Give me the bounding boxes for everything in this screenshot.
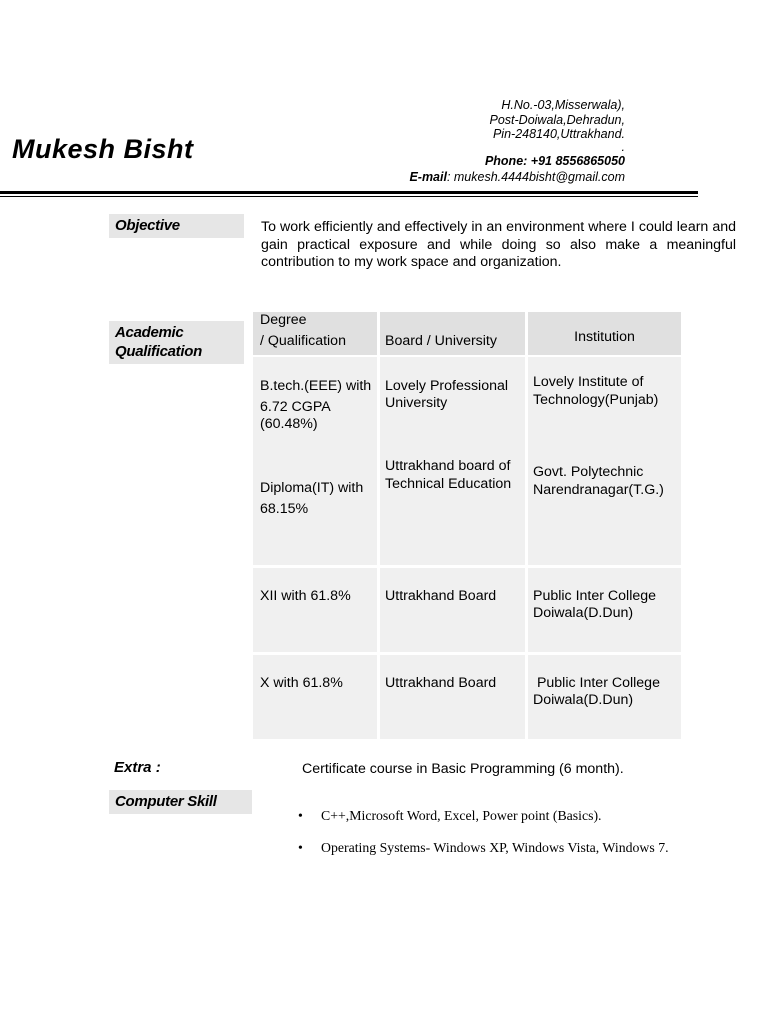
table-cell-institution [528,568,681,652]
table-cell-institution [528,357,681,565]
email-label: E-mail [409,169,447,184]
cell-text: XII with 61.8% [260,588,351,604]
cell-text: Technical Education [385,476,512,492]
table-cell-degree [253,357,377,565]
cell-text: 6.72 CGPA [260,399,331,415]
academic-table [253,312,681,739]
extra-text: Certificate course in Basic Programming (6 month). [302,761,624,777]
bullet-icon: • [298,840,303,855]
cell-text: Narendranagar(T.G.) [533,482,664,498]
academic-label-line: Academic [115,324,184,341]
address-line: Post-Doiwala,Dehradun, [489,112,625,127]
academic-label [109,321,244,364]
address-line: H.No.-03,Misserwala), [501,98,625,112]
column-header-text: / Qualification [260,333,346,349]
column-header-text: Institution [574,329,635,345]
candidate-name: Mukesh Bisht [12,134,194,164]
computer-skill-label: Computer Skill [109,790,252,814]
cell-text: Diploma(IT) with [260,480,364,496]
extra-label: Extra : [114,759,161,776]
column-header-degree [253,312,377,355]
email-value: : mukesh.4444bisht@gmail.com [446,169,625,184]
cell-text: Public Inter College [533,675,660,691]
academic-label-line: Qualification [115,343,202,360]
cell-text: Lovely Professional [385,378,509,394]
column-header-text: Degree [260,312,307,328]
cell-text: Govt. Polytechnic [533,464,644,480]
phone-line [409,154,625,170]
table-cell-board [380,568,525,652]
phone-label: Phone: [484,154,528,168]
cell-text: Lovely Institute of [533,374,644,390]
table-cell-degree [253,568,377,652]
objective-text: To work efficiently and effectively in an environment where I could learn and gain practical exposure and while doing so also make a meaningful contribution to my work space and organization. [261,219,736,270]
address-block [490,98,626,154]
bullet-icon: • [298,808,303,823]
column-header-text: Board / University [385,333,497,349]
table-cell-degree [253,655,377,739]
table-cell-board [380,357,525,565]
table-cell-board [380,655,525,739]
address-line: Pin-248140,Uttrakhand. [492,127,625,141]
table-cell-institution [528,655,681,739]
cell-text: Uttrakhand Board [385,675,497,691]
cell-text: (60.48%) [260,416,318,432]
column-header-board [380,312,525,355]
address-dot: . [621,139,625,154]
list-item [296,806,669,838]
objective-label: Objective [109,214,244,238]
phone-value: +91 8556865050 [530,154,625,168]
cell-text: Technology(Punjab) [533,392,659,408]
cell-text: Uttrakhand board of [385,458,511,474]
cell-text: X with 61.8% [260,675,343,691]
cell-text: Public Inter College [533,588,657,604]
header-rule-thick [0,191,698,194]
skill-text: C++,Microsoft Word, Excel, Power point (Basics). [321,808,602,823]
skill-text: Operating Systems- Windows XP, Windows Vista, Windows 7. [321,840,669,855]
header-rule-thin [0,196,698,197]
column-header-institution [528,312,681,355]
cell-text: 68.15% [260,501,309,517]
list-item [296,838,669,870]
cell-text: B.tech.(EEE) with [260,378,372,394]
email-line [409,170,625,186]
cell-text: Doiwala(D.Dun) [533,692,634,708]
contact-block [409,154,625,185]
computer-skill-list [296,806,669,870]
cell-text: Uttrakhand Board [385,588,497,604]
cell-text: University [385,395,448,411]
cell-text: Doiwala(D.Dun) [533,605,634,621]
